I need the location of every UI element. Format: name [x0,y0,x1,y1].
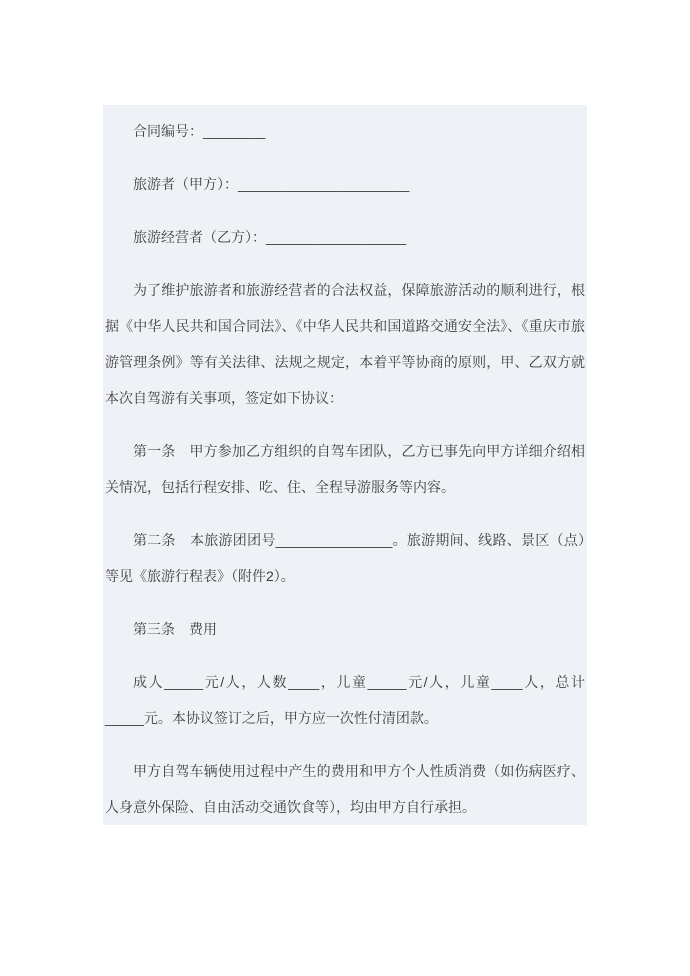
party-a-line: 旅游者（甲方）：______________________ [133,176,410,192]
article-3-expenses-paragraph: 甲方自驾车辆使用过程中产生的费用和甲方个人性质消费（如伤病医疗、人身意外保险、自由活动交通饮食等），均由甲方自行承担。 [105,763,585,815]
contract-body [103,105,587,825]
party-b-line: 旅游经营者（乙方）：__________________ [133,229,407,245]
contract-number-line: 合同编号：________ [133,123,266,139]
article-1-paragraph: 第一条 甲方参加乙方组织的自驾车团队，乙方已事先向甲方详细介绍相关情况，包括行程安排、吃、住、全程导游服务等内容。 [105,443,585,495]
article-3-heading: 第三条 费用 [133,621,217,637]
preamble-paragraph: 为了维护旅游者和旅游经营者的合法权益，保障旅游活动的顺利进行，根据《中华人民共和国合同法》、《中华人民共和国道路交通安全法》、《重庆市旅游管理条例》等有关法律、法规之规定，本着平等协商的原则，甲、乙双方就本次自驾游有关事项，签定如下协议： [105,282,585,406]
article-2-paragraph: 第二条 本旅游团团号_______________。旅游期间、线路、景区（点）等见《旅游行程表》（附件2）。 [105,532,585,584]
article-3-fees-paragraph: 成人_____元/人，人数____，儿童_____元/人，儿童____人，总计_____元。本协议签订之后，甲方应一次性付清团款。 [105,674,585,726]
